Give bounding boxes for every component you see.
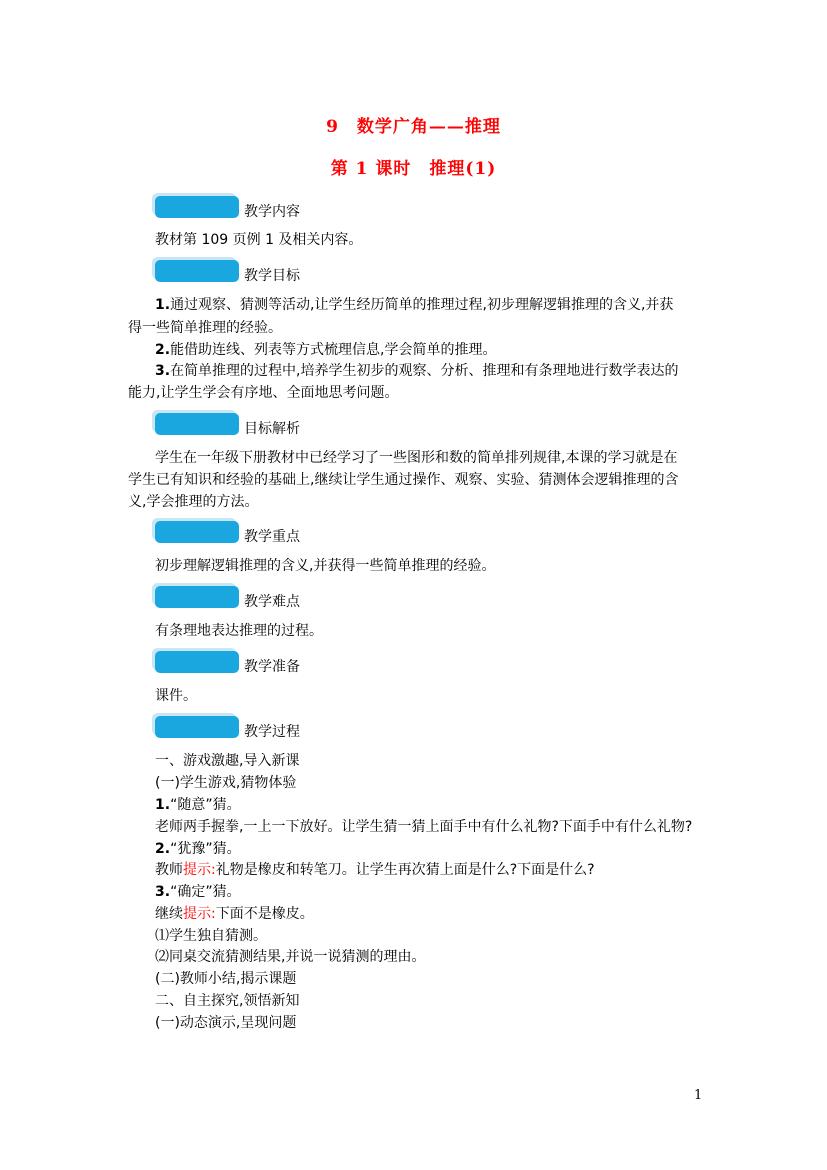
process-line: 一、游戏激趣,导入新课	[155, 753, 300, 769]
analysis-line: 义,学会推理的方法。	[128, 494, 259, 510]
section-title: 教学准备	[244, 659, 300, 675]
goal-number: 3.	[155, 363, 171, 379]
section-badge	[155, 716, 239, 738]
step-text: “确定”猜。	[170, 884, 241, 900]
process-line	[155, 795, 241, 815]
goal-text: 能借助连线、列表等方式梳理信息,学会简单的推理。	[170, 342, 497, 358]
section-badge	[155, 196, 239, 218]
process-line: (一)动态演示,呈现问题	[155, 1015, 297, 1031]
goal-3	[155, 361, 679, 381]
process-line: 老师两手握拳,一上一下放好。让学生猜一猜上面手中有什么礼物?下面手中有什么礼物?	[155, 819, 693, 835]
text: 礼物是橡皮和转笔刀。让学生再次猜上面是什么?下面是什么?	[215, 862, 595, 878]
section-title: 教学难点	[244, 594, 300, 610]
goal-number: 1.	[155, 297, 171, 313]
hint-label: 提示:	[183, 906, 216, 922]
page-number: 1	[694, 1088, 703, 1103]
section-title: 教学目标	[244, 268, 300, 284]
text: 教师	[155, 862, 183, 878]
difficulty-text: 有条理地表达推理的过程。	[155, 623, 323, 639]
process-line: (二)教师小结,揭示课题	[155, 971, 297, 987]
step-text: “犹豫”猜。	[170, 841, 241, 857]
lesson-title: 第 1 课时 推理(1)	[330, 159, 497, 179]
text: 继续	[155, 906, 183, 922]
goal-1-cont: 得一些简单推理的经验。	[128, 320, 282, 336]
process-line: ⑵同桌交流猜测结果,并说一说猜测的理由。	[155, 949, 426, 965]
key-text: 初步理解逻辑推理的含义,并获得一些简单推理的经验。	[155, 558, 496, 574]
section-badge	[155, 260, 239, 282]
process-line	[155, 860, 595, 880]
section-title: 教学过程	[244, 724, 300, 740]
analysis-line: 学生已有知识和经验的基础上,继续让学生通过操作、观察、实验、猜测体会逻辑推理的含	[128, 472, 679, 488]
section-title: 目标解析	[244, 421, 300, 437]
prep-text: 课件。	[155, 688, 197, 704]
process-line: (一)学生游戏,猜物体验	[155, 775, 297, 791]
process-line: 二、自主探究,领悟新知	[155, 993, 300, 1009]
goal-3-cont: 能力,让学生学会有序地、全面地思考问题。	[128, 385, 399, 401]
goal-2	[155, 340, 497, 360]
step-number: 3.	[155, 884, 171, 900]
analysis-line: 学生在一年级下册教材中已经学习了一些图形和数的简单排列规律,本课的学习就是在	[155, 450, 678, 466]
step-text: “随意”猜。	[170, 797, 241, 813]
goal-text: 通过观察、猜测等活动,让学生经历简单的推理过程,初步理解逻辑推理的含义,并获	[170, 297, 674, 313]
section-title: 教学内容	[244, 204, 300, 220]
hint-label: 提示:	[183, 862, 216, 878]
text: 下面不是橡皮。	[215, 906, 314, 922]
process-line	[155, 839, 241, 859]
section-badge	[155, 413, 239, 435]
goal-1	[155, 295, 673, 315]
goal-text: 在简单推理的过程中,培养学生初步的观察、分析、推理和有条理地进行数学表达的	[170, 363, 679, 379]
chapter-title: 9 数学广角——推理	[326, 117, 501, 137]
section-badge	[155, 586, 239, 608]
section-title: 教学重点	[244, 529, 300, 545]
section-badge	[155, 651, 239, 673]
step-number: 2.	[155, 841, 171, 857]
content-text: 教材第 109 页例 1 及相关内容。	[155, 232, 363, 248]
process-line: ⑴学生独自猜测。	[155, 928, 267, 944]
goal-number: 2.	[155, 342, 171, 358]
process-line	[155, 882, 241, 902]
process-line	[155, 904, 314, 924]
step-number: 1.	[155, 797, 171, 813]
section-badge	[155, 521, 239, 543]
